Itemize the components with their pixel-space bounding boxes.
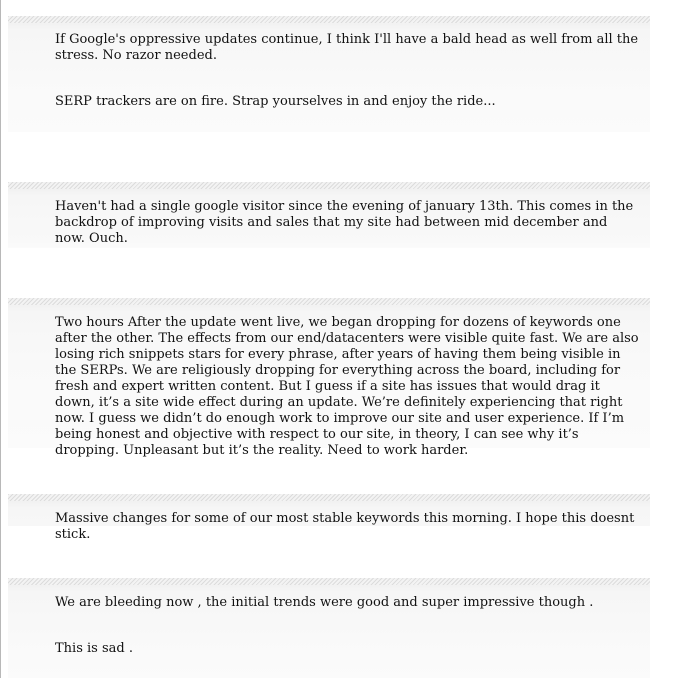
post-body (8, 189, 650, 247)
post-paragraph: This is sad . (55, 641, 133, 656)
post-body (8, 585, 650, 657)
post-divider-stripe (8, 494, 650, 501)
left-border (0, 0, 1, 678)
comment-post-5 (8, 578, 650, 678)
post-paragraph: We are bleeding now , the initial trends were good and super impressive though . (55, 595, 594, 610)
post-paragraph: If Google's oppressive updates continue, I think I'll have a bald head as well from all the stress. No razor needed. (55, 32, 639, 63)
post-paragraph: SERP trackers are on fire. Strap yourselves in and enjoy the ride... (55, 94, 496, 109)
comment-post-2 (8, 182, 650, 248)
post-divider-stripe (8, 16, 650, 23)
post-body (8, 501, 650, 543)
comment-post-4 (8, 494, 650, 542)
post-body (8, 305, 650, 459)
post-divider-stripe (8, 578, 650, 585)
comment-post-1 (8, 16, 650, 132)
post-divider-stripe (8, 298, 650, 305)
post-paragraph: Two hours After the update went live, we began dropping for dozens of keywords one after the other. The effects from our end/datacenters were visible quite fast. We are also losing rich snippets stars for every phrase, after years of having them being visible in the SERPs. We are religiously dropping for everything across the board, including for fresh and expert written content. But I guess if a site has issues that would drag it down, it’s a site wide effect during an update. We’re definitely experiencing that right now. I guess we didn’t do enough work to improve our site and user experience. If I’m being honest and objective with respect to our site, in theory, I can see why it’s dropping. Unpleasant but it’s the reality. Need to work harder. (55, 315, 639, 458)
post-divider-stripe (8, 182, 650, 189)
post-body (8, 23, 650, 110)
comment-post-3 (8, 298, 650, 458)
post-paragraph: Massive changes for some of our most stable keywords this morning. I hope this doesnt stick. (55, 511, 635, 542)
post-paragraph: Haven't had a single google visitor since the evening of january 13th. This comes in the backdrop of improving visits and sales that my site had between mid december and now. Ouch. (55, 199, 634, 246)
